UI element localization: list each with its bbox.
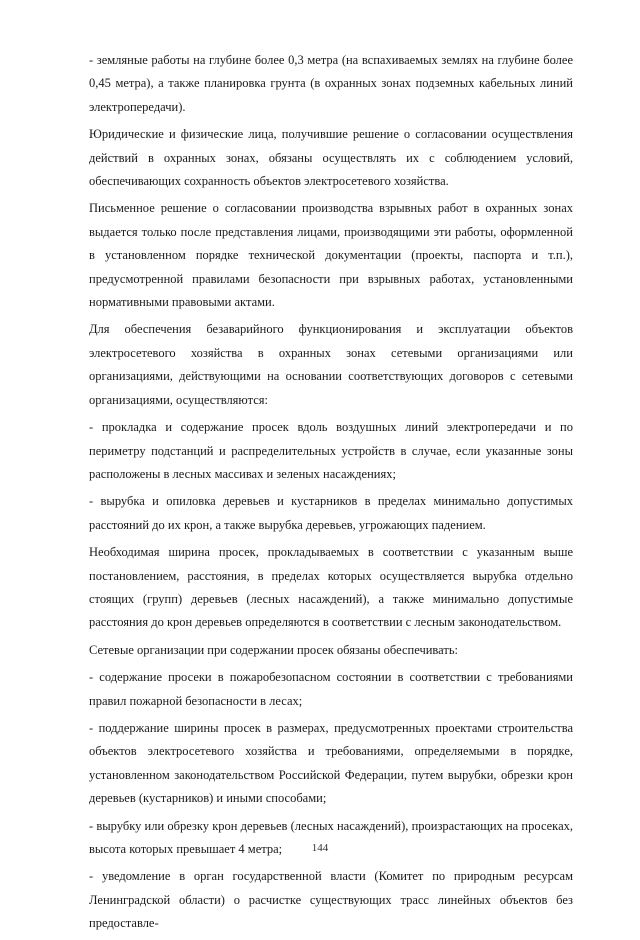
page-number: 144	[311, 842, 329, 854]
paragraph-width-maintenance: - поддержание ширины просек в размерах, предусмотренных проектами строительства объектов электросетевого хозяйства и требованиями, определяемыми в порядке, установленном законодательством Российской Федерации, путем вырубки, обрезки крон деревьев (кустарников) и иными способами;	[89, 720, 573, 806]
paragraph-network-operation: Для обеспечения безаварийного функционирования и эксплуатации объектов электросетевого хозяйства в охранных зонах сетевыми организациями или организациями, действующими на основании соответствующих договоров с сетевыми организациями, осуществляются:	[89, 322, 573, 407]
paragraph-obligations-intro: Сетевые организации при содержании просек обязаны обеспечивать:	[89, 642, 459, 657]
paragraph-earthworks: - земляные работы на глубине более 0,3 метра (на вспахиваемых землях на глубине более 0,45 метра), а также планировка грунта (в охранных зонах подземных кабельных линий электропередачи).	[89, 53, 573, 114]
document-body	[89, 49, 573, 940]
paragraph-clearing-laying: - прокладка и содержание просек вдоль воздушных линий электропередачи и по периметру подстанций и распределительных устройств в случае, если указанные зоны расположены в лесных массивах и зеленых насаждениях;	[89, 420, 573, 481]
paragraph-clearing-width: Необходимая ширина просек, прокладываемых в соответствии с указанным выше постановлением, расстояния, в пределах которых осуществляется вырубка отдельно стоящих (групп) деревьев (лесных насаждений), а также минимально допустимые расстояния до крон деревьев определяются в соответствии с лесным законодательством.	[89, 545, 573, 630]
paragraph-fire-safety: - содержание просеки в пожаробезопасном состоянии в соответствии с требованиями правил пожарной безопасности в лесах;	[89, 670, 573, 708]
paragraph-tree-cutting: - вырубка и опиловка деревьев и кустарников в пределах минимально допустимых расстояний до их крон, а также вырубка деревьев, угрожающих падением.	[89, 494, 573, 532]
paragraph-blasting-approval: Письменное решение о согласовании производства взрывных работ в охранных зонах выдается только после представления лицами, производящими эти работы, оформленной в установленном порядке технической документации (проекты, паспорта и т.п.), предусмотренной правилами безопасности при взрывных работах, установленными нормативными правовыми актами.	[89, 201, 573, 310]
paragraph-tree-height: - вырубку или обрезку крон деревьев (лесных насаждений), произрастающих на просеках, высота которых превышает 4 метра;	[89, 818, 573, 856]
paragraph-notification: - уведомление в орган государственной власти (Комитет по природным ресурсам Ленинградской области) о расчистке существующих трасс линейных объектов без предоставле-	[89, 869, 573, 931]
paragraph-legal-entities: Юридические и физические лица, получившие решение о согласовании осуществления действий в охранных зонах, обязаны осуществлять их с соблюдением условий, обеспечивающих сохранность объектов электросетевого хозяйства.	[89, 127, 573, 189]
